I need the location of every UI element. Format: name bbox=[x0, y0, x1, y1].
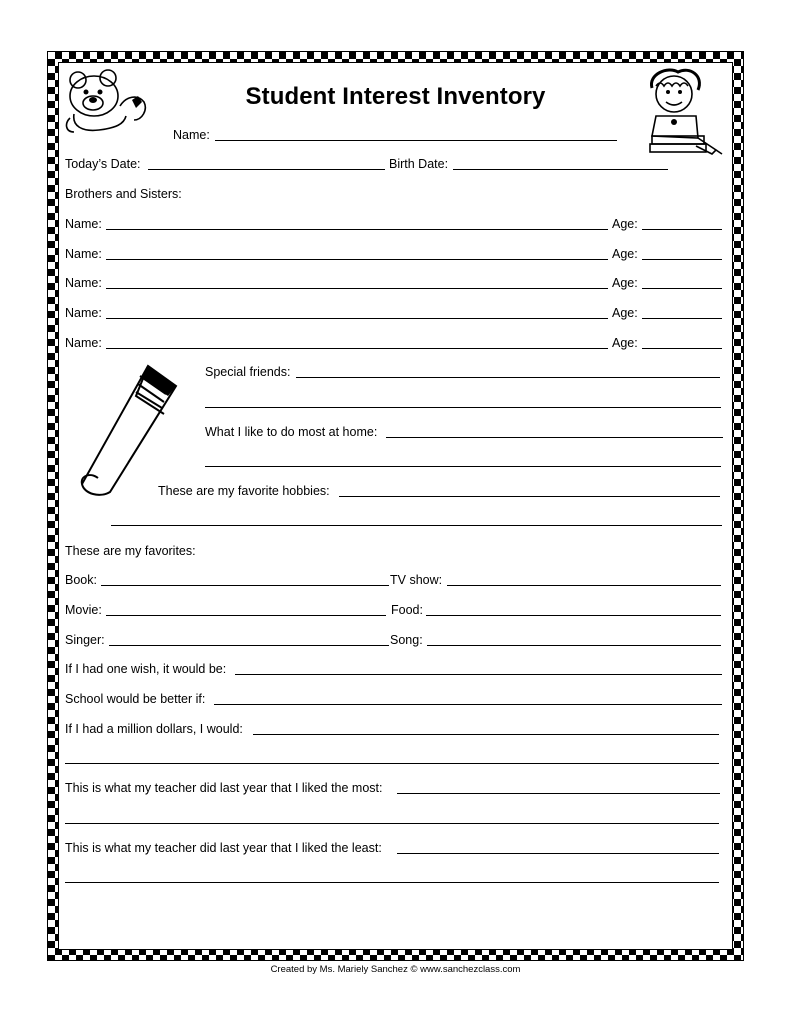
special-friends-label: Special friends: bbox=[205, 365, 291, 379]
sibling-name-label: Name: bbox=[65, 336, 102, 350]
page-title: Student Interest Inventory bbox=[245, 83, 546, 110]
sibling-name-label: Name: bbox=[65, 306, 102, 320]
sibling-name-field[interactable] bbox=[106, 229, 608, 230]
sibling-age-field[interactable] bbox=[642, 288, 722, 289]
sibling-age-field[interactable] bbox=[642, 348, 722, 349]
sibling-name-field[interactable] bbox=[106, 318, 608, 319]
singer-label: Singer: bbox=[65, 633, 105, 647]
sibling-age-field[interactable] bbox=[642, 259, 722, 260]
birth-date-label: Birth Date: bbox=[389, 157, 449, 171]
tv-show-field[interactable] bbox=[447, 585, 721, 586]
movie-field[interactable] bbox=[106, 615, 386, 616]
siblings-heading: Brothers and Sisters: bbox=[65, 187, 182, 201]
book-field[interactable] bbox=[101, 585, 389, 586]
hobbies-field-2[interactable] bbox=[111, 525, 722, 526]
like-at-home-field[interactable] bbox=[386, 437, 723, 438]
liked-most-field[interactable] bbox=[397, 793, 720, 794]
sibling-name-field[interactable] bbox=[106, 288, 608, 289]
song-label: Song: bbox=[390, 633, 423, 647]
sibling-age-label: Age: bbox=[612, 336, 638, 350]
book-label: Book: bbox=[65, 573, 97, 587]
sibling-age-label: Age: bbox=[612, 217, 638, 231]
hobbies-field[interactable] bbox=[339, 496, 720, 497]
movie-label: Movie: bbox=[65, 603, 102, 617]
tv-show-label: TV show: bbox=[390, 573, 443, 587]
favorites-heading: These are my favorites: bbox=[65, 544, 196, 558]
singer-field[interactable] bbox=[109, 645, 389, 646]
sibling-age-field[interactable] bbox=[642, 229, 722, 230]
special-friends-field[interactable] bbox=[296, 377, 720, 378]
school-better-field[interactable] bbox=[214, 704, 722, 705]
sibling-age-label: Age: bbox=[612, 306, 638, 320]
sibling-age-label: Age: bbox=[612, 247, 638, 261]
liked-least-field-2[interactable] bbox=[65, 882, 719, 883]
sibling-name-label: Name: bbox=[65, 247, 102, 261]
sibling-name-field[interactable] bbox=[106, 348, 608, 349]
liked-least-label: This is what my teacher did last year that I liked the least: bbox=[65, 841, 382, 855]
like-at-home-field-2[interactable] bbox=[205, 466, 721, 467]
footer-credit: Created by Ms. Mariely Sanchez © www.sanchezclass.com bbox=[270, 964, 521, 975]
one-wish-field[interactable] bbox=[235, 674, 722, 675]
name-label: Name: bbox=[173, 128, 210, 142]
todays-date-label: Today’s Date: bbox=[65, 157, 141, 171]
sibling-age-label: Age: bbox=[612, 276, 638, 290]
book-clipart-icon bbox=[76, 362, 186, 502]
sibling-name-field[interactable] bbox=[106, 259, 608, 260]
million-dollars-label: If I had a million dollars, I would: bbox=[65, 722, 243, 736]
food-label: Food: bbox=[391, 603, 423, 617]
name-field[interactable] bbox=[215, 140, 617, 141]
million-dollars-field-2[interactable] bbox=[65, 763, 719, 764]
sibling-name-label: Name: bbox=[65, 217, 102, 231]
liked-least-field[interactable] bbox=[397, 853, 719, 854]
girl-with-books-clipart-icon bbox=[638, 66, 724, 166]
hobbies-label: These are my favorite hobbies: bbox=[158, 484, 330, 498]
school-better-label: School would be better if: bbox=[65, 692, 206, 706]
liked-most-field-2[interactable] bbox=[65, 823, 719, 824]
like-at-home-label: What I like to do most at home: bbox=[205, 425, 378, 439]
birth-date-field[interactable] bbox=[453, 169, 668, 170]
million-dollars-field[interactable] bbox=[253, 734, 719, 735]
liked-most-label: This is what my teacher did last year that I liked the most: bbox=[65, 781, 383, 795]
one-wish-label: If I had one wish, it would be: bbox=[65, 662, 227, 676]
todays-date-field[interactable] bbox=[148, 169, 385, 170]
food-field[interactable] bbox=[426, 615, 721, 616]
sibling-name-label: Name: bbox=[65, 276, 102, 290]
sibling-age-field[interactable] bbox=[642, 318, 722, 319]
special-friends-field-2[interactable] bbox=[205, 407, 721, 408]
song-field[interactable] bbox=[427, 645, 721, 646]
